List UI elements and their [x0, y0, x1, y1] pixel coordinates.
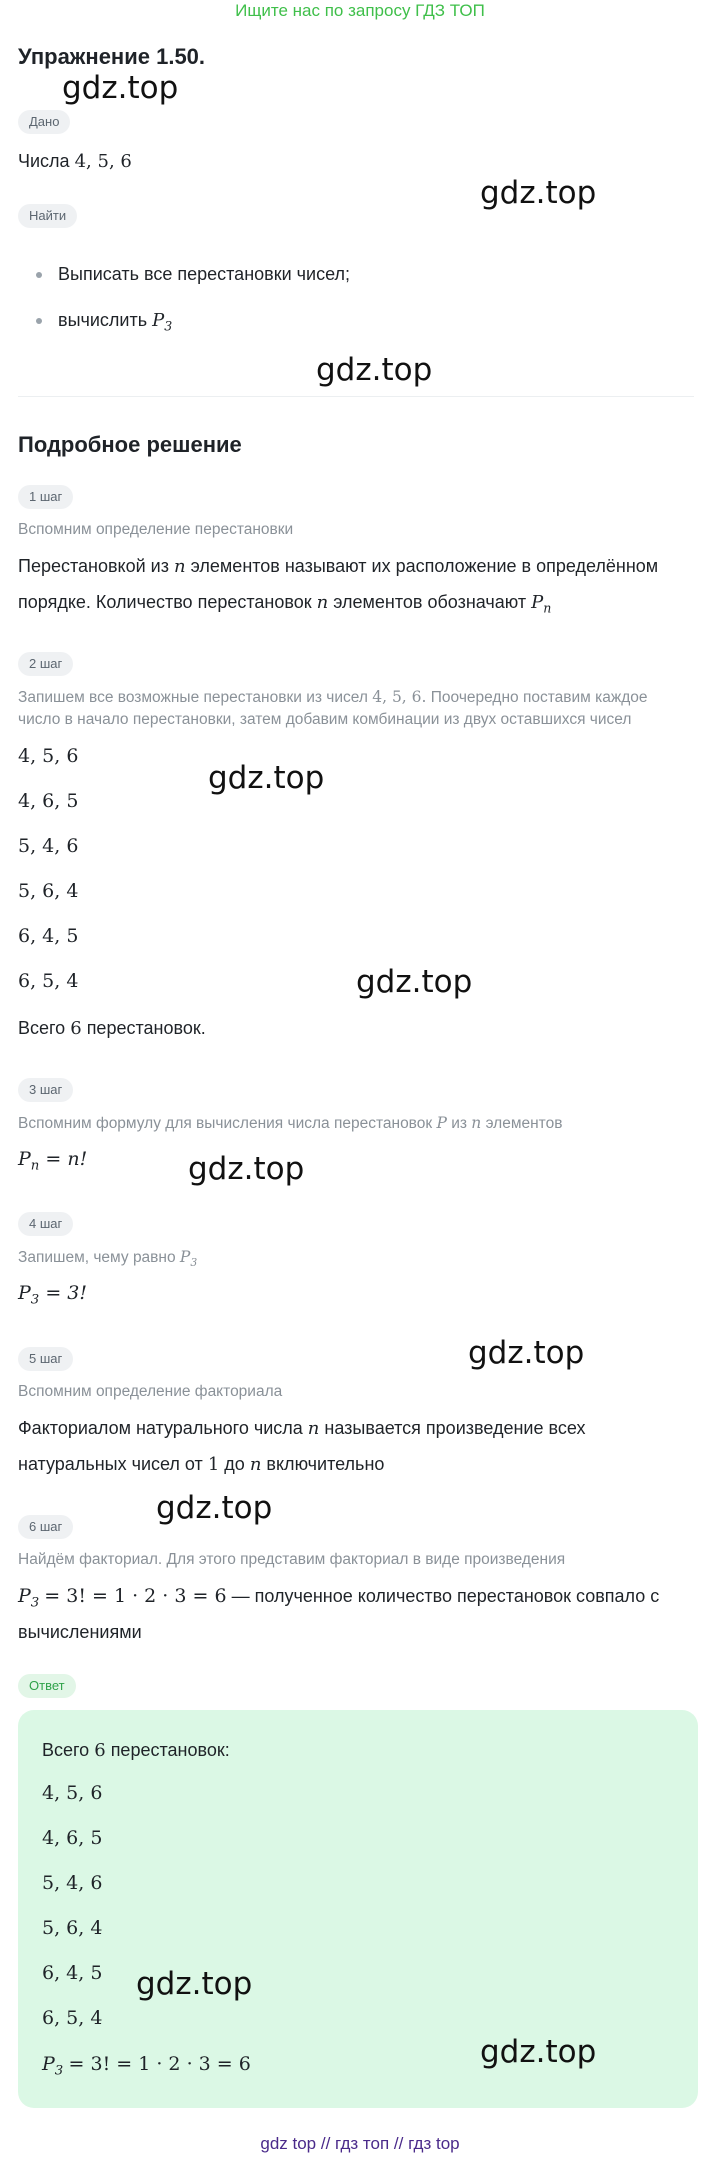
answer-permutation: 6, 5, 4	[42, 2007, 103, 2029]
step-4-chip: 4 шаг	[18, 1212, 73, 1236]
step-1-subtitle: Вспомним определение перестановки	[18, 521, 294, 538]
step-1-line-2: порядке. Количество перестановок n элементов обозначают $P_n$	[18, 592, 552, 616]
watermark: gdz.top	[62, 70, 179, 106]
step-2-subtitle-line-2: число в начало перестановки, затем добавим комбинации из двух оставшихся чисел	[18, 711, 632, 728]
step-3-chip: 3 шаг	[18, 1078, 73, 1102]
step-5-line-1: Факториалом натурального числа n называется произведение всех	[18, 1418, 586, 1439]
footer-link-gdz-top-mixed[interactable]: гдз top	[408, 2134, 460, 2153]
given-prefix: Числа	[18, 151, 70, 171]
step-6-chip: 6 шаг	[18, 1515, 73, 1539]
watermark: gdz.top	[356, 964, 473, 1000]
watermark: gdz.top	[156, 1490, 273, 1526]
page-title: Упражнение 1.50.	[18, 44, 206, 69]
permutation: 5, 4, 6	[18, 835, 79, 857]
step-6-subtitle: Найдём факториал. Для этого представим факториал в виде произведения	[18, 1551, 566, 1568]
watermark: gdz.top	[208, 760, 325, 796]
bullet-dot	[36, 272, 42, 278]
step-2-subtitle-line-1: Запишем все возможные перестановки из чисел 4, 5, 6. Поочередно поставим каждое	[18, 688, 648, 706]
answer-chip: Ответ	[18, 1674, 76, 1698]
answer-total: Всего 6 перестановок:	[42, 1740, 230, 1761]
footer-separator: //	[320, 2134, 331, 2153]
permutation: 4, 5, 6	[18, 745, 79, 767]
permutation: 5, 6, 4	[18, 880, 79, 902]
answer-permutation: 6, 4, 5	[42, 1962, 103, 1984]
watermark: gdz.top	[188, 1151, 305, 1187]
find-item-2-symbol: $P_3$	[152, 310, 173, 334]
step-5-subtitle: Вспомним определение факториала	[18, 1383, 283, 1400]
step-3-subtitle: Вспомним формулу для вычисления числа перестановок P из n элементов	[18, 1114, 563, 1132]
step-2-total: Всего 6 перестановок.	[18, 1018, 206, 1039]
step-4-formula: $P_3 = 3$!	[18, 1282, 87, 1308]
watermark: gdz.top	[480, 2034, 597, 2070]
permutation: 6, 4, 5	[18, 925, 79, 947]
permutation: 6, 5, 4	[18, 970, 79, 992]
watermark: gdz.top	[136, 1966, 253, 2002]
watermark: gdz.top	[468, 1335, 585, 1371]
answer-permutation: 5, 4, 6	[42, 1872, 103, 1894]
step-1-line-1: Перестановкой из n элементов называют их расположение в определённом	[18, 556, 659, 577]
step-2-chip: 2 шаг	[18, 652, 73, 676]
footer-link-gdz-top[interactable]: gdz top	[260, 2134, 317, 2153]
step-5-chip: 5 шаг	[18, 1347, 73, 1371]
step-3-formula: $P_n = n$!	[18, 1148, 88, 1174]
step-1-chip: 1 шаг	[18, 485, 73, 509]
given-chip: Дано	[18, 110, 70, 134]
answer-formula: $P_3 = 3$! = 1 · 2 · 3 = 6	[42, 2053, 251, 2079]
step-6-line-2: вычислениями	[18, 1622, 142, 1642]
top-banner: Ищите нас по запросу ГДЗ ТОП	[235, 1, 485, 20]
solution-heading: Подробное решение	[18, 432, 242, 457]
given-text	[18, 143, 132, 180]
answer-permutation: 4, 6, 5	[42, 1827, 103, 1849]
footer-links	[0, 2134, 720, 2154]
find-item-1: Выписать все перестановки чисел;	[58, 264, 350, 284]
answer-permutation: 4, 5, 6	[42, 1782, 103, 1804]
answer-permutation: 5, 6, 4	[42, 1917, 103, 1939]
step-6-line-1: $P_3 = 3$! = 1 · 2 · 3 = 6 — полученное количество перестановок совпало с	[18, 1585, 660, 1611]
step-5-line-2: натуральных чисел от 1 до n включительно	[18, 1454, 385, 1475]
footer-separator: //	[393, 2134, 404, 2153]
footer-link-gdz-top-ru[interactable]: гдз топ	[335, 2134, 390, 2153]
step-4-subtitle: Запишем, чему равно $P_3$	[18, 1248, 198, 1269]
find-chip: Найти	[18, 204, 77, 228]
watermark: gdz.top	[480, 175, 597, 211]
find-item-2	[58, 302, 172, 344]
given-numbers: 4, 5, 6	[74, 151, 132, 172]
bullet-dot	[36, 318, 42, 324]
permutation: 4, 6, 5	[18, 790, 79, 812]
watermark: gdz.top	[316, 352, 433, 388]
divider	[18, 396, 694, 397]
find-item-2-prefix: вычислить	[58, 310, 148, 330]
